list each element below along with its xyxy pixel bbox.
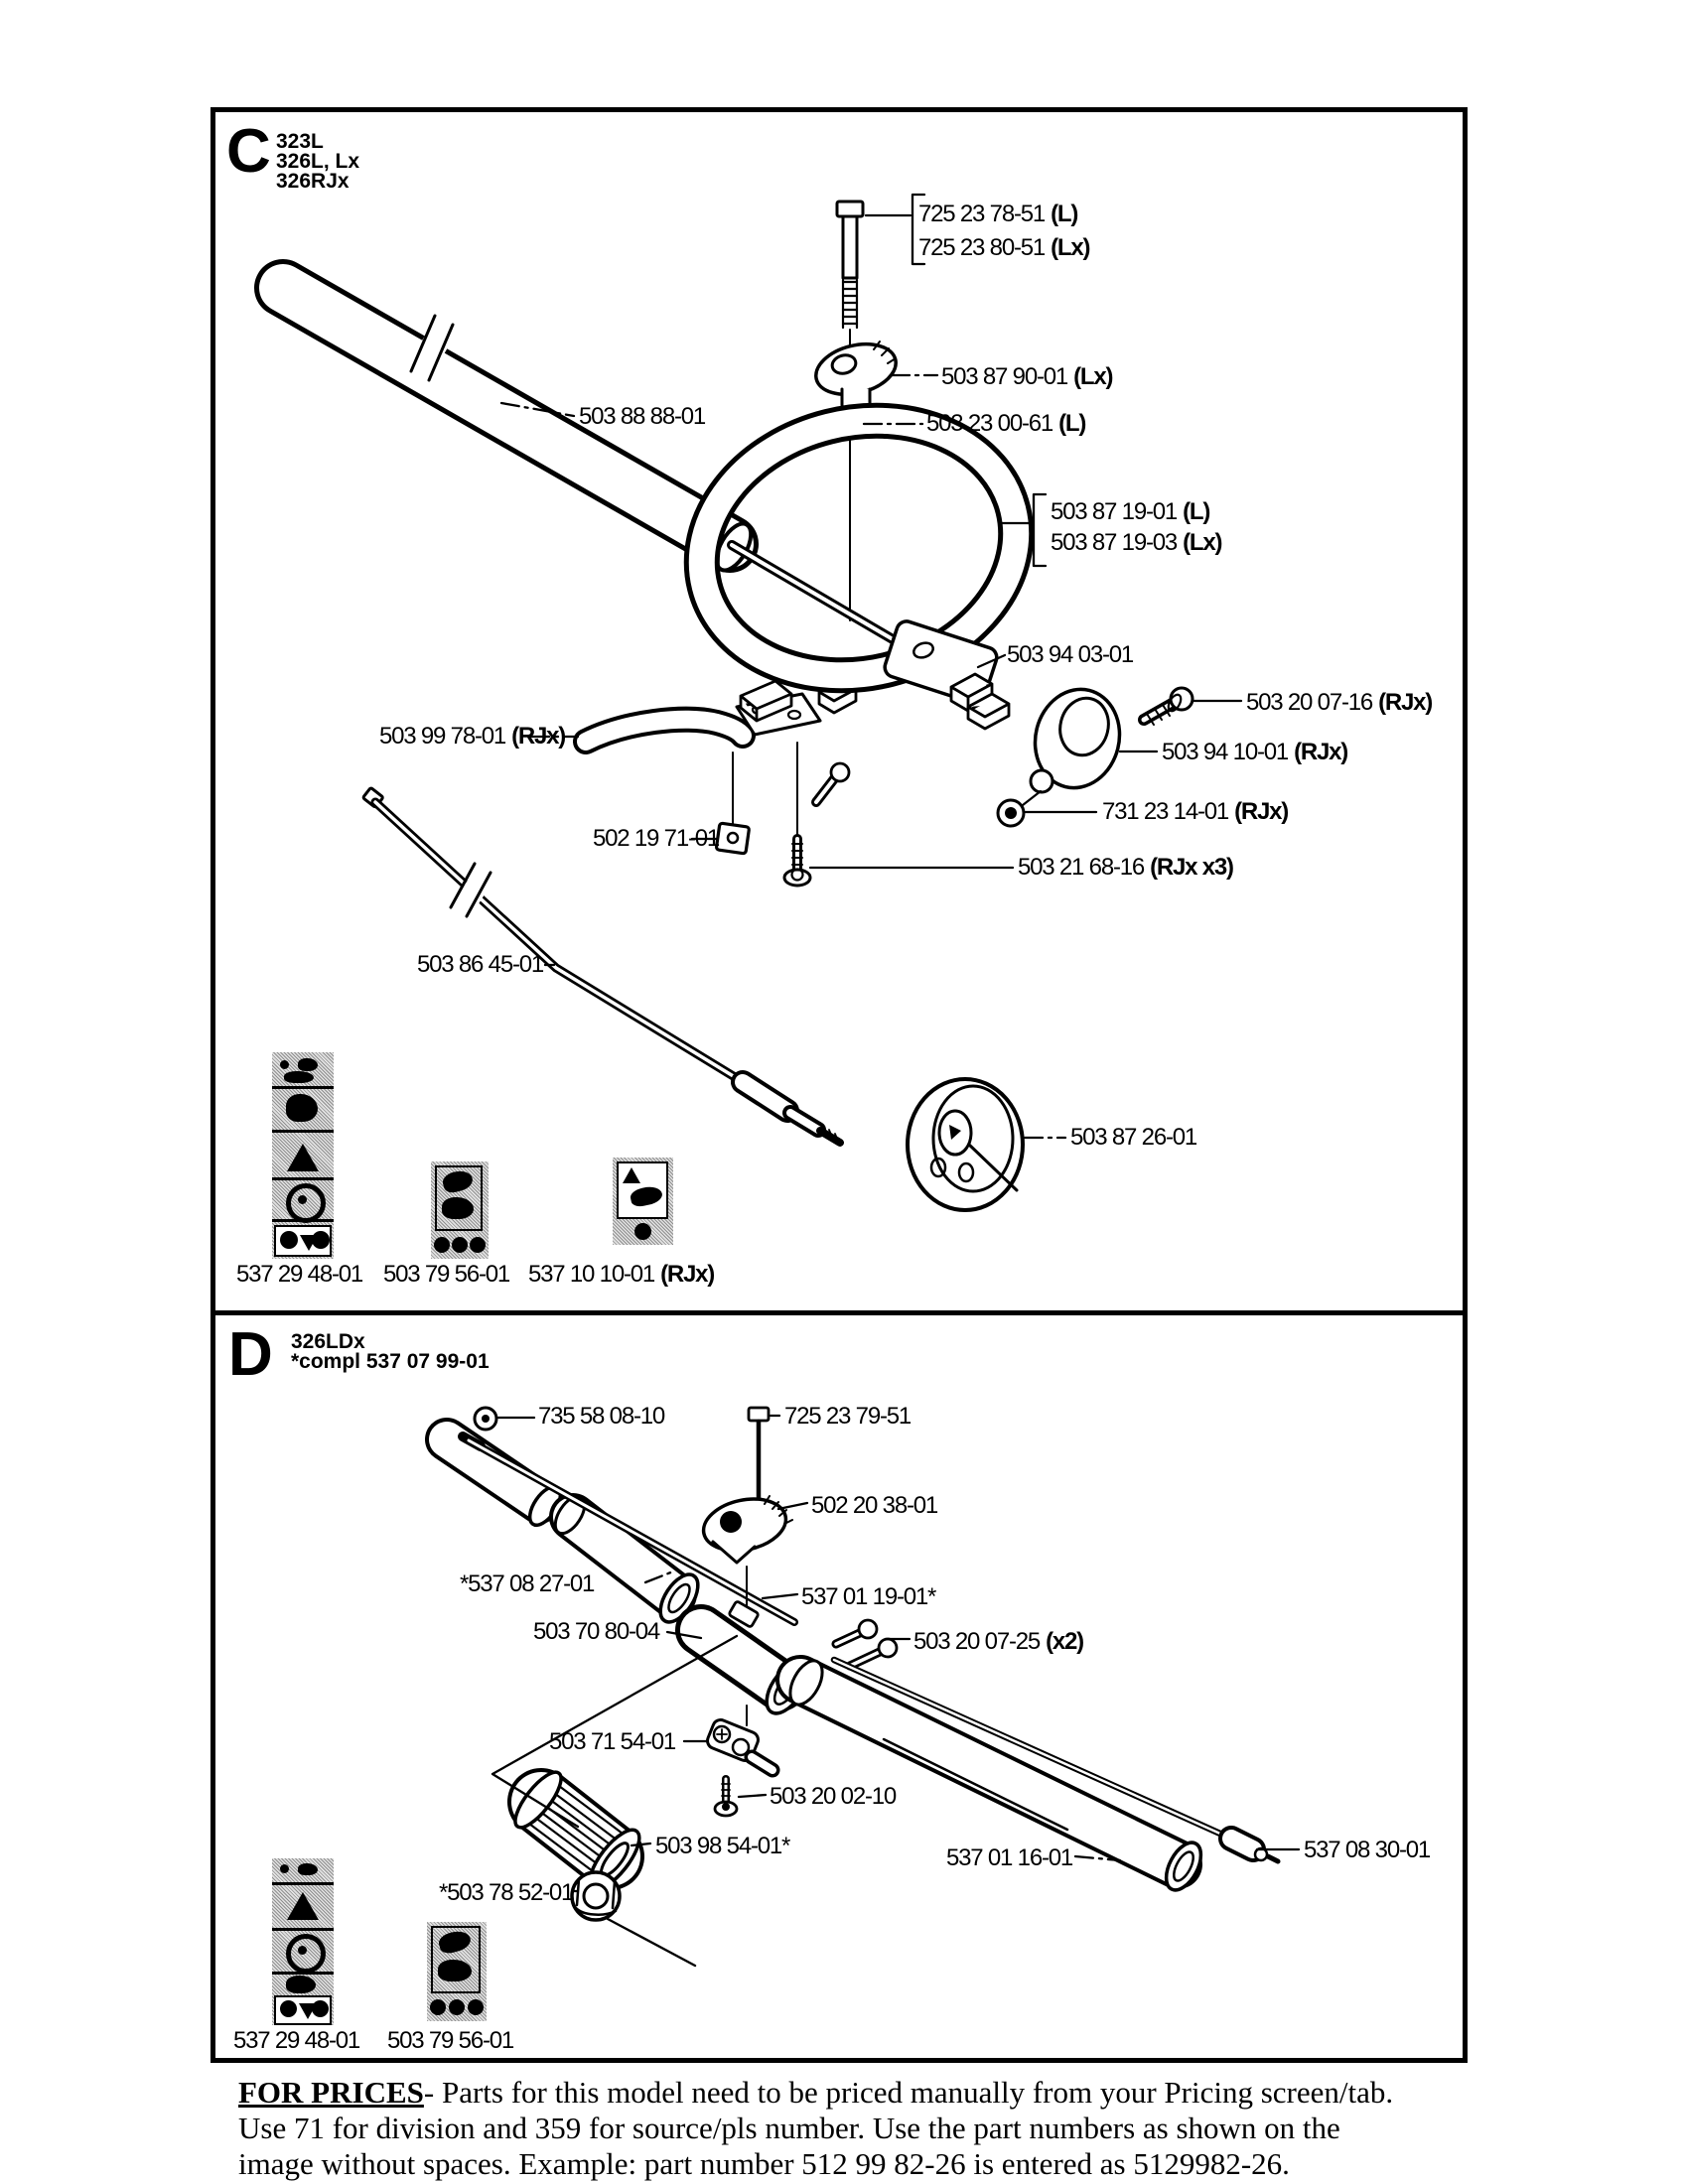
part-label: 503 86 45-01 [417, 951, 544, 978]
pricing-note-line2: Use 71 for division and 359 for source/pls number. Use the part numbers as shown on the [238, 2111, 1340, 2145]
part-label: 503 71 54-01 [549, 1728, 676, 1755]
part-label: 503 87 26-01 [1070, 1124, 1197, 1151]
part-label: 503 98 54-01* [655, 1833, 790, 1859]
cable-clamp-503-71-54 [705, 1717, 772, 1770]
part-label: 502 20 38-01 [811, 1492, 938, 1519]
part-label: 725 23 80-51 (Lx) [918, 234, 1090, 261]
part-label: 503 87 19-01 (L) [1051, 498, 1210, 525]
pricing-note-title: FOR PRICES [238, 2075, 424, 2110]
clamp-blocks-503-94-03 [951, 674, 1009, 729]
washer-735-58-08 [475, 1408, 496, 1430]
upper-tubes-537-08-27 [447, 1439, 705, 1628]
part-label: 503 20 02-10 [770, 1783, 897, 1810]
screws-503-20-07-25 [836, 1620, 897, 1666]
part-label: 725 23 78-51 (L) [918, 201, 1078, 227]
filter-503-98-54 [508, 1766, 648, 1896]
part-label: 503 94 03-01 [1007, 641, 1134, 668]
part-label: 503 99 78-01 (RJx) [379, 723, 566, 750]
sticker-label: 537 29 48-01 [233, 2027, 360, 2054]
bolt-725-23-78 [837, 202, 863, 328]
section-c-models [276, 132, 359, 192]
model-compl: *compl 537 07 99-01 [291, 1350, 490, 1373]
part-label: *503 78 52-01 [439, 1879, 574, 1906]
shaft-tube-503-88-88 [283, 288, 933, 663]
screw-503-20-02 [715, 1779, 737, 1816]
section-d-letter: D [228, 1320, 273, 1389]
part-label: *537 08 27-01 [460, 1570, 595, 1597]
screw-503-20-07-16 [1144, 688, 1193, 725]
sticker-label: 503 79 56-01 [387, 2027, 514, 2054]
bracket-casting-503-94-10 [1023, 680, 1130, 805]
section-d-models [291, 1332, 490, 1372]
safety-decal-tall [272, 1052, 334, 1259]
part-label: 503 20 07-25 (x2) [913, 1628, 1083, 1655]
wing-nut-503-87-90 [810, 337, 901, 412]
safety-decal-rjx [613, 1158, 673, 1245]
part-label: 503 20 07-16 (RJx) [1246, 689, 1433, 716]
square-nut-502-19-71 [716, 823, 749, 854]
safety-decal-small [431, 1161, 489, 1259]
part-label: 503 94 10-01 (RJx) [1162, 739, 1348, 765]
model-line: 326L, Lx [276, 150, 360, 173]
pricing-note [238, 2075, 1499, 2182]
part-label: 503 21 68-16 (RJx x3) [1018, 854, 1233, 881]
bushing-503-78-52 [572, 1872, 695, 1966]
part-label: 503 70 80-04 [533, 1618, 660, 1645]
section-c-letter: C [226, 117, 271, 186]
pricing-note-line1: FOR PRICES- Parts for this model need to be priced manually from your Pricing screen/tab. [238, 2075, 1394, 2110]
part-label: 503 88 88-01 [579, 403, 706, 430]
part-label: 503 87 19-03 (Lx) [1051, 529, 1222, 556]
model-line: 323L [276, 130, 324, 153]
clutch-drum-503-87-26 [908, 1079, 1023, 1210]
part-label: 735 58 08-10 [538, 1403, 665, 1430]
sticker-label: 537 10 10-01 (RJx) [528, 1261, 715, 1288]
safety-decal-tall [272, 1858, 334, 2025]
safety-decal-small [427, 1922, 487, 2021]
pricing-note-line3: image without spaces. Example: part number 512 99 82-26 is entered as 5129982-26. [238, 2146, 1290, 2181]
part-label: 503 23 00-61 (L) [926, 410, 1086, 437]
part-label: 725 23 79-51 [784, 1403, 912, 1430]
sticker-label: 537 29 48-01 [236, 1261, 363, 1288]
model-line: 326RJx [276, 170, 350, 193]
part-label: 537 01 16-01 [946, 1844, 1073, 1871]
part-label: 502 19 71-01 [593, 825, 720, 852]
part-label: 503 87 90-01 (Lx) [941, 363, 1113, 390]
model-line: 326LDx [291, 1330, 365, 1353]
part-label: 537 08 30-01 [1304, 1837, 1431, 1863]
part-label: 731 23 14-01 (RJx) [1102, 798, 1289, 825]
nut-731-23-14 [998, 800, 1024, 826]
sticker-label: 503 79 56-01 [383, 1261, 510, 1288]
part-label: 537 01 19-01* [801, 1583, 936, 1610]
